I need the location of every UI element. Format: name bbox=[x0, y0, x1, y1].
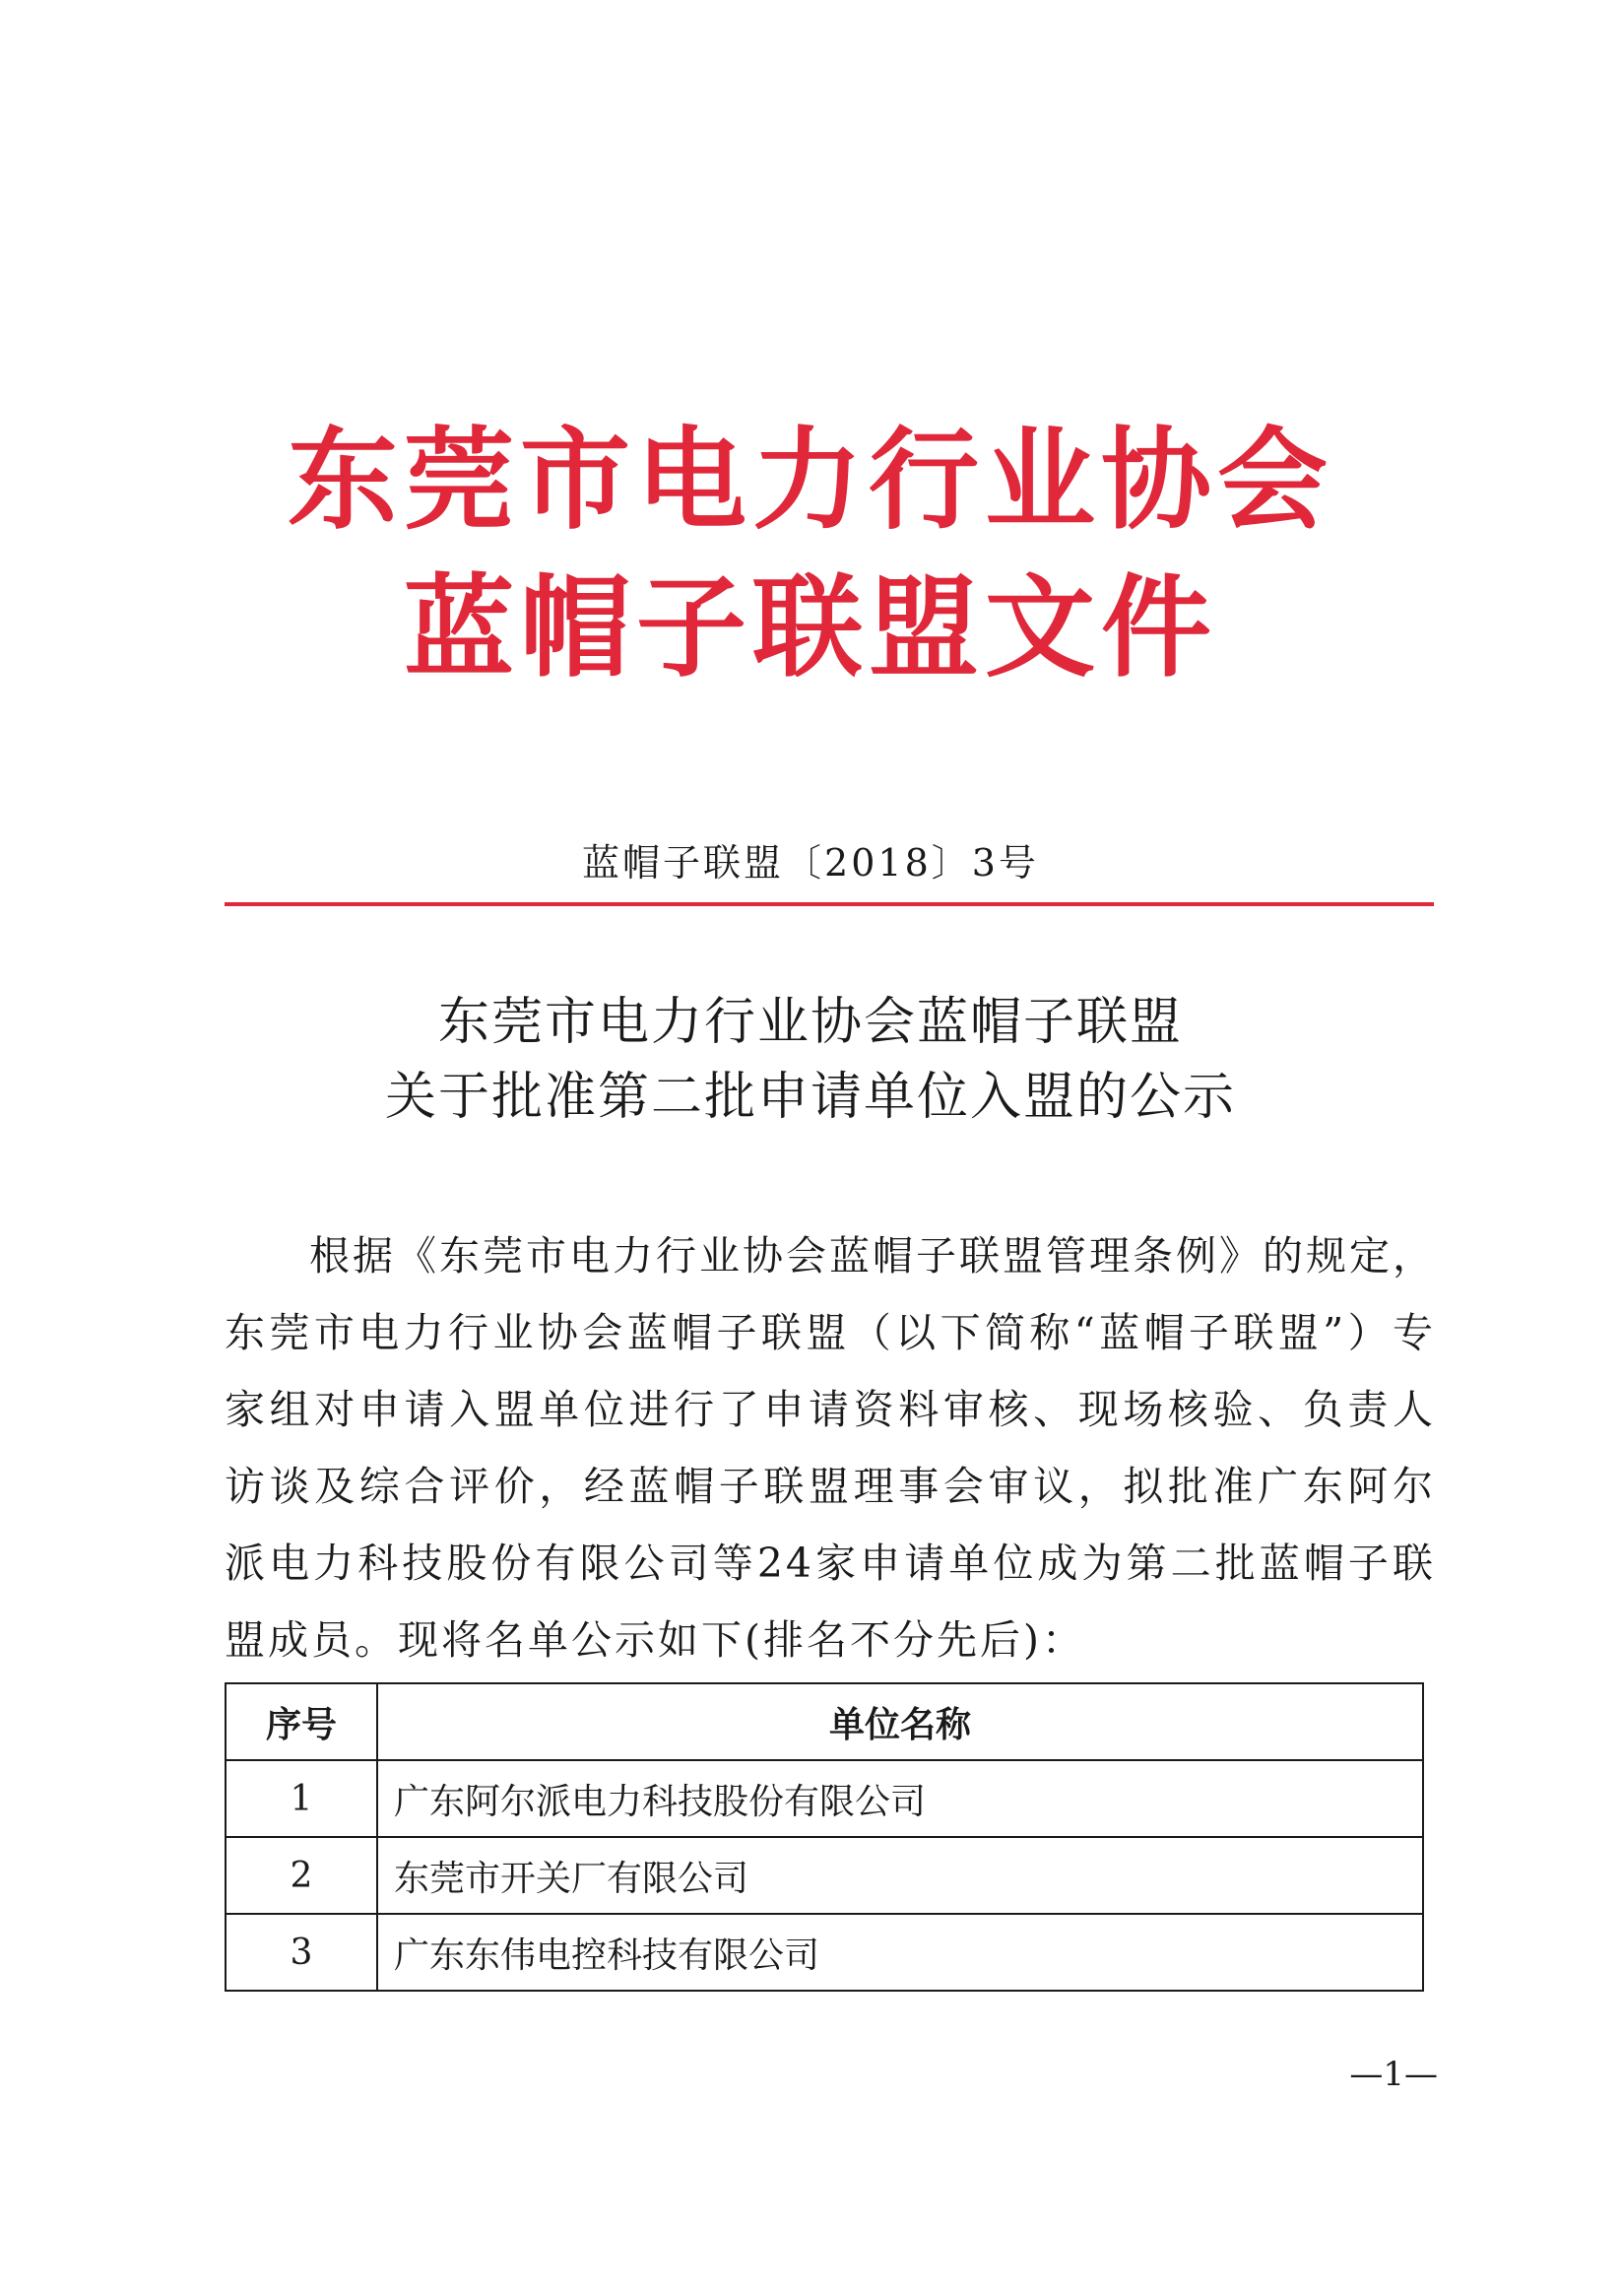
member-table bbox=[225, 1682, 1424, 1992]
table-row bbox=[226, 1760, 1423, 1837]
table-row bbox=[226, 1837, 1423, 1914]
column-header-name: 单位名称 bbox=[377, 1683, 1423, 1760]
letterhead-line-1: 东莞市电力行业协会 bbox=[288, 416, 1333, 545]
row-seq: 1 bbox=[226, 1760, 377, 1837]
row-seq: 3 bbox=[226, 1914, 377, 1991]
red-divider-line bbox=[225, 902, 1434, 906]
row-company-name: 广东东伟电控科技有限公司 bbox=[377, 1914, 1423, 1991]
body-paragraph: 根据《东莞市电力行业协会蓝帽子联盟管理条例》的规定，东莞市电力行业协会蓝帽子联盟（以下简称“蓝帽子联盟”）专家组对申请入盟单位进行了申请资料审核、现场核验、负责人访谈及综合评价，经蓝帽子联盟理事会审议，拟批准广东阿尔派电力科技股份有限公司等24家申请单位成为第二批蓝帽子联盟成员。现将名单公示如下(排名不分先后)： bbox=[225, 1232, 1436, 1664]
document-number: 蓝帽子联盟〔2018〕3号 bbox=[582, 841, 1039, 885]
page-number: —1— bbox=[1349, 2055, 1438, 2094]
table-row bbox=[226, 1914, 1423, 1991]
row-company-name: 东莞市开关厂有限公司 bbox=[377, 1837, 1423, 1914]
table-header-row bbox=[226, 1683, 1423, 1760]
notice-title-line-1: 东莞市电力行业协会蓝帽子联盟 bbox=[437, 993, 1183, 1052]
row-seq: 2 bbox=[226, 1837, 377, 1914]
letterhead-line-2: 蓝帽子联盟文件 bbox=[404, 563, 1217, 692]
row-company-name: 广东阿尔派电力科技股份有限公司 bbox=[377, 1760, 1423, 1837]
notice-title-line-2: 关于批准第二批申请单位入盟的公示 bbox=[384, 1068, 1236, 1127]
column-header-seq: 序号 bbox=[226, 1683, 377, 1760]
